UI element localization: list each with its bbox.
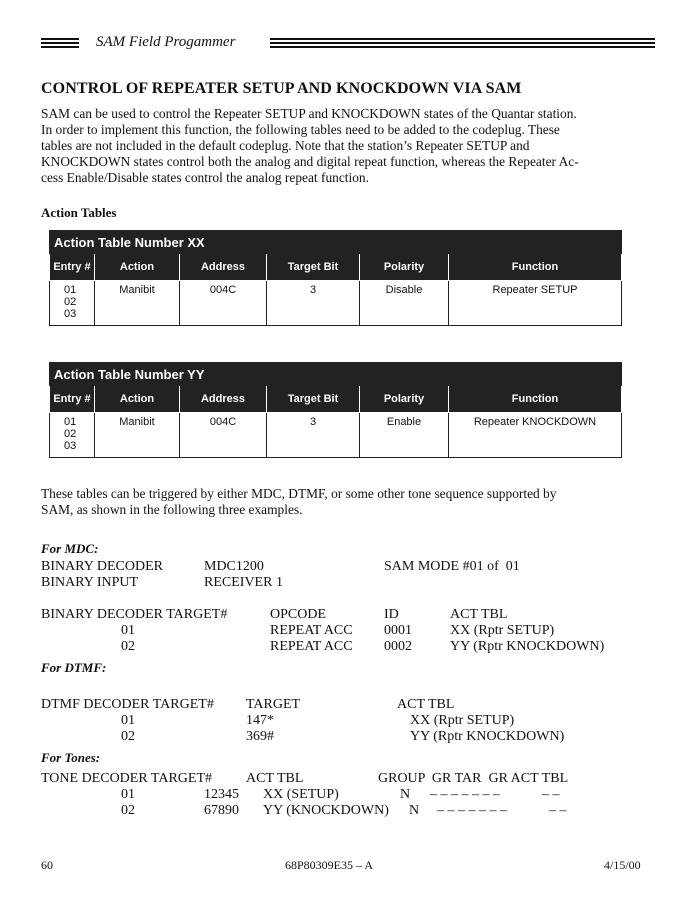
mdc-id-header: ID [384,607,399,622]
dtmf-row-target: 01 [121,713,135,728]
cell-address: 004C [180,281,267,326]
header-rule-left [41,38,79,52]
tones-row-code: 12345 [204,787,239,802]
tones-row-gr-tar: – – – – – – – [437,803,507,818]
doc-date: 4/15/00 [604,858,641,872]
mdc-row-target: 02 [121,639,135,654]
col-action: Action [95,254,180,281]
mdc-row-opcode: REPEAT ACC [270,623,353,638]
table-row [50,413,622,458]
col-function: Function [449,386,622,413]
dtmf-act-header: ACT TBL [397,697,455,712]
trigger-line: SAM, as shown in the following three examples. [41,502,303,517]
page-number: 60 [41,858,53,872]
cell-polarity: Enable [360,413,449,458]
col-function: Function [449,254,622,281]
col-polarity: Polarity [360,386,449,413]
intro-line: tables are not included in the default codeplug. Note that the station’s Repeater SETUP and [41,138,530,153]
trigger-paragraph [41,486,615,518]
mdc-target-header: BINARY DECODER TARGET# [41,607,228,622]
mdc-act-header: ACT TBL [450,607,508,622]
tones-heading: For Tones: [41,750,101,765]
col-polarity: Polarity [360,254,449,281]
mdc-sam-mode: SAM MODE #01 of 01 [384,559,520,574]
mdc-opcode-header: OPCODE [270,607,327,622]
mdc-heading: For MDC: [41,541,99,556]
tones-row-act: XX (SETUP) [263,787,339,802]
col-address: Address [180,386,267,413]
cell-action: Manibit [95,281,180,326]
dtmf-target-header: DTMF DECODER TARGET# [41,697,214,712]
cell-function: Repeater KNOCKDOWN [449,413,622,458]
dtmf-row-value: 147* [246,713,274,728]
col-target-bit: Target Bit [267,386,360,413]
mdc-row-id: 0002 [384,639,412,654]
tones-row-gr-act: – – [549,803,567,818]
header-rule-right [270,38,655,52]
col-entry: Entry # [50,254,95,281]
mdc-binary-input-value: RECEIVER 1 [204,575,283,590]
cell-polarity: Disable [360,281,449,326]
mdc-binary-decoder-label: BINARY DECODER [41,559,163,574]
cell-target-bit: 3 [267,281,360,326]
trigger-line: These tables can be triggered by either MDC, DTMF, or some other tone sequence supported by [41,486,557,501]
tones-group-header: GROUP GR TAR GR ACT TBL [378,771,569,786]
mdc-row-id: 0001 [384,623,412,638]
mdc-row-act: YY (Rptr KNOCKDOWN) [450,639,605,654]
dtmf-target-col: TARGET [246,697,301,712]
table-row [50,281,622,326]
action-table-xx [49,230,622,326]
col-target-bit: Target Bit [267,254,360,281]
cell-entries: 01 02 03 [50,413,95,458]
intro-line: SAM can be used to control the Repeater SETUP and KNOCKDOWN states of the Quantar station. [41,106,577,121]
cell-action: Manibit [95,413,180,458]
col-action: Action [95,386,180,413]
cell-address: 004C [180,413,267,458]
tones-row-act: YY (KNOCKDOWN) [263,803,389,818]
tones-row-group: N [409,803,420,818]
intro-line: cess Enable/Disable states control the analog repeat function. [41,170,369,185]
doc-number: 68P80309E35 – A [285,858,374,872]
dtmf-row-value: 369# [246,729,274,744]
tones-row-gr-act: – – [542,787,560,802]
dtmf-row-target: 02 [121,729,135,744]
dtmf-row-act: YY (Rptr KNOCKDOWN) [410,729,565,744]
tones-row-code: 67890 [204,803,239,818]
tones-row-target: 01 [121,787,135,802]
tones-target-header: TONE DECODER TARGET# [41,771,213,786]
mdc-row-target: 01 [121,623,135,638]
col-entry: Entry # [50,386,95,413]
dtmf-heading: For DTMF: [41,660,107,675]
action-tables-heading: Action Tables [41,205,117,220]
tones-row-target: 02 [121,803,135,818]
intro-line: KNOCKDOWN states control both the analog and digital repeat function, whereas the Repeater Ac- [41,154,579,169]
intro-paragraph [41,106,615,186]
mdc-binary-decoder-value: MDC1200 [204,559,264,574]
section-title: CONTROL OF REPEATER SETUP AND KNOCKDOWN VIA SAM [41,80,522,97]
cell-target-bit: 3 [267,413,360,458]
running-title: SAM Field Progammer [96,34,236,50]
intro-line: In order to implement this function, the following tables need to be added to the codeplug. These [41,122,560,137]
table-caption: Action Table Number XX [50,231,622,254]
col-address: Address [180,254,267,281]
tones-act-header: ACT TBL [246,771,304,786]
mdc-binary-input-label: BINARY INPUT [41,575,139,590]
dtmf-row-act: XX (Rptr SETUP) [410,713,515,728]
tones-row-gr-tar: – – – – – – – [430,787,500,802]
action-table-yy [49,362,622,458]
cell-entries: 01 02 03 [50,281,95,326]
table-caption: Action Table Number YY [50,363,622,386]
mdc-row-opcode: REPEAT ACC [270,639,353,654]
tones-row-group: N [400,787,411,802]
mdc-row-act: XX (Rptr SETUP) [450,623,555,638]
cell-function: Repeater SETUP [449,281,622,326]
